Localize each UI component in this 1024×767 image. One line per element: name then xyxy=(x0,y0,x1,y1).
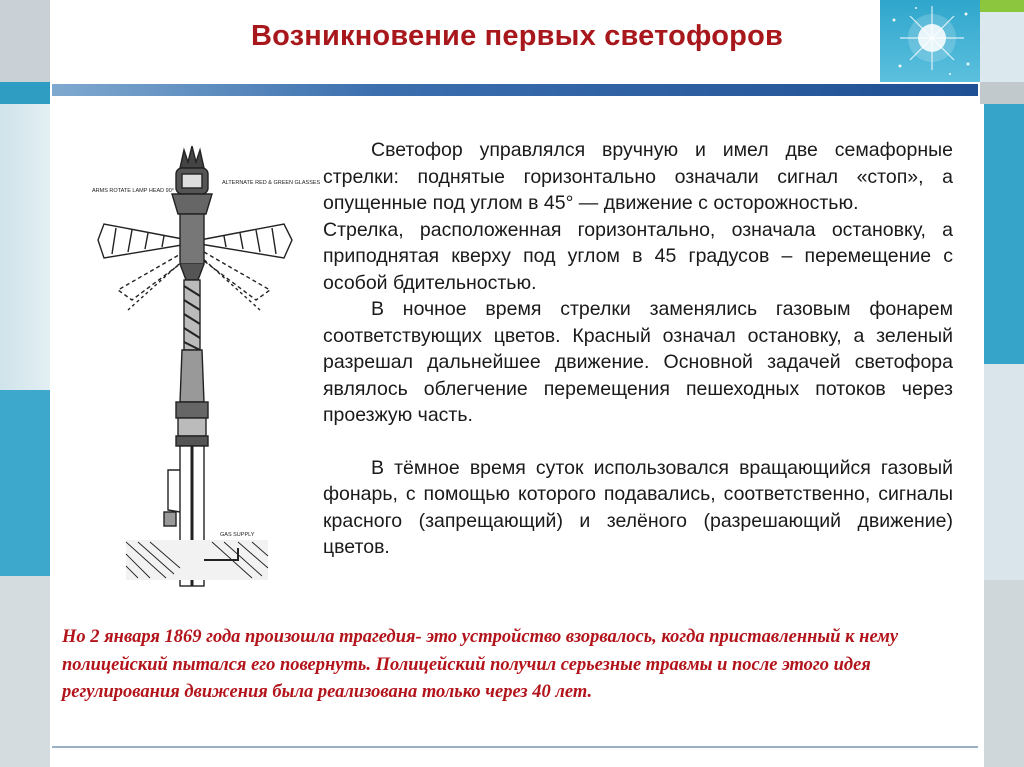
semaphore-illustration xyxy=(88,140,321,598)
frame-left-teal-2 xyxy=(0,390,50,576)
label-gas: GAS SUPPLY xyxy=(220,532,255,538)
body-text xyxy=(323,137,953,561)
frame-right-green xyxy=(980,0,1024,12)
frame-left-gray-bottom xyxy=(0,576,50,767)
frame-right-teal xyxy=(984,104,1024,364)
frame-right-light-mid xyxy=(984,364,1024,580)
frame-left-teal xyxy=(0,82,50,104)
frame-right-gray-bottom xyxy=(984,580,1024,767)
paragraph-2: Стрелка, расположенная горизонтально, означала остановку, а приподнятая кверху под углом в 45 градусов – перемещение с особой бдительностью. xyxy=(323,218,953,294)
page-title: Возникновение первых светофоров xyxy=(250,20,784,52)
note-text: Но 2 января 1869 года произошла трагедия- это устройство взорвалось, когда приставленный к нему полицейский пытался его повернуть. Полицейский получил серьезные травмы и после этого идея регулирования движения была реализована только через 40 лет. xyxy=(62,627,899,702)
frame-right-light-top xyxy=(980,12,1024,82)
frame-left-gray-top xyxy=(0,0,50,82)
frame-right-gray xyxy=(980,82,1024,104)
frame-left-light xyxy=(0,104,50,390)
semaphore-drawing xyxy=(88,140,321,598)
title-divider-bar xyxy=(52,84,978,96)
label-glasses: ALTERNATE RED & GREEN GLASSES xyxy=(222,180,321,186)
bottom-divider xyxy=(52,746,978,748)
paragraph-1: Светофор управлялся вручную и имел две семафорные стрелки: поднятые горизонтально означали сигнал «стоп», а опущенные под углом в 45° — движение с осторожностью. xyxy=(323,139,953,214)
label-arm: ARMS ROTATE LAMP HEAD 90° xyxy=(92,188,174,194)
paragraph-3: В ночное время стрелки заменялись газовым фонарем соответствующих цветов. Красный означал остановку, а зеленый разрешал дальнейшее движение. Основной задачей светофора являлось облегчение перемещения пешеходных потоков через проезжую часть. xyxy=(323,298,953,426)
paragraph-4: В тёмное время суток использовался вращающийся газовый фонарь, с помощью которого подавались, соответственно, сигналы красного (запрещающий) и зелёного (разрешающий движение) цветов. xyxy=(323,456,953,558)
